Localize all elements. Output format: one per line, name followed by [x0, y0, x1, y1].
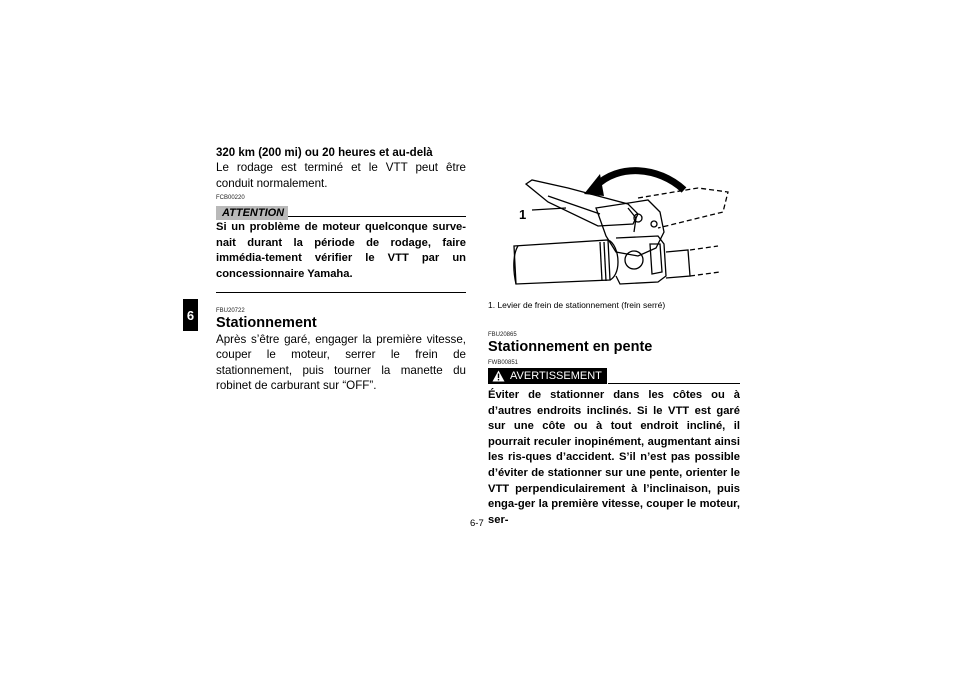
breakin-heading: 320 km (200 mi) ou 20 heures et au-delà: [216, 147, 433, 159]
page-number: 6-7: [470, 518, 484, 529]
left-column: [216, 146, 466, 394]
chapter-tab: 6: [183, 299, 198, 331]
figure-caption: 1. Levier de frein de stationnement (frein serré): [488, 300, 666, 310]
brake-lever-illustration: [488, 152, 740, 300]
attention-end-rule: [216, 292, 466, 293]
slope-code: FBU20865: [488, 332, 517, 338]
figure-label-1: 1: [519, 207, 527, 222]
attention-text: Si un problème de moteur quelconque surve-nait durant la période de rodage, faire immédia-tement vérifier le VTT par un concessionnaire Yamaha.: [216, 221, 466, 280]
parking-code: FBU20722: [216, 307, 245, 314]
parking-text: Après s’être garé, engager la première vitesse, couper le moteur, serrer le frein de stationnement, puis tourner la manette du robinet de carburant sur “OFF”.: [216, 332, 466, 393]
slope-title: Stationnement en pente: [488, 339, 653, 355]
warning-code: FWB00851: [488, 360, 519, 366]
attention-banner: [216, 203, 466, 220]
warning-banner: [488, 368, 740, 384]
warning-badge: [488, 368, 607, 384]
attention-code: FCB00220: [216, 195, 245, 202]
warning-text: Éviter de stationner dans les côtes ou à d’autres endroits inclinés. Si le VTT est garé sur une côte ou à tout endroit incliné, il pourrait reculer inopinément, augmentant ainsi les ris-ques d’accident. S’il n’est pas possible d’éviter de stationner sur une pente, orienter le VTT perpendiculairement à l’inclinaison, puis enga-ger la première vitesse, couper le moteur, ser-: [488, 389, 740, 526]
parking-title: Stationnement: [216, 314, 317, 331]
attention-label: ATTENTION: [216, 206, 288, 220]
right-column: [488, 152, 740, 528]
warning-triangle-icon: [492, 370, 505, 382]
warning-rule: [608, 383, 740, 384]
breakin-intro: Le rodage est terminé et le VTT peut être conduit normalement.: [216, 161, 466, 190]
parking-brake-figure: [488, 152, 740, 300]
warning-label: AVERTISSEMENT: [510, 370, 602, 382]
